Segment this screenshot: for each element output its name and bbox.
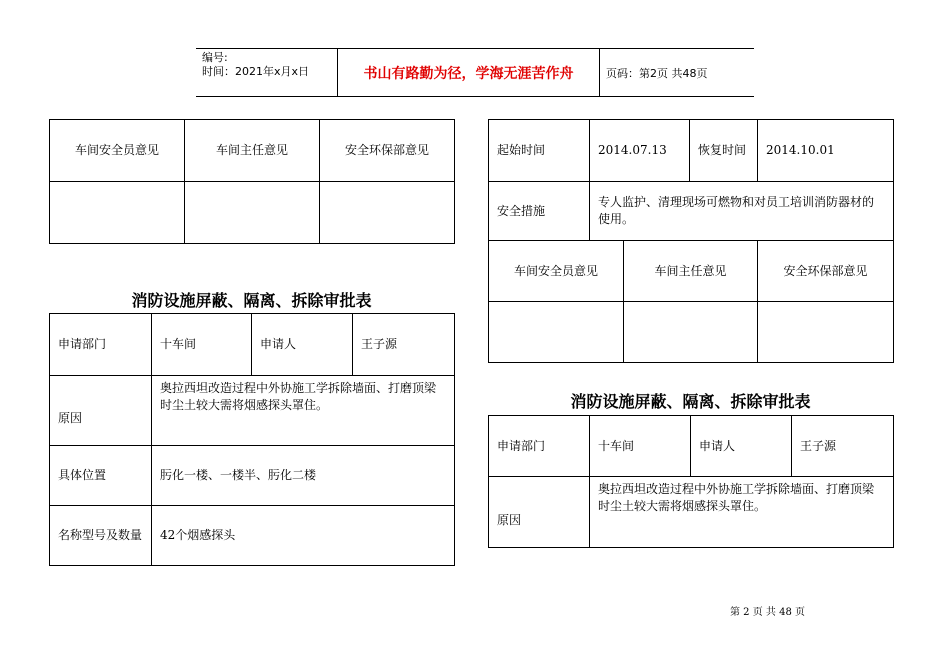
header-meta: [196, 49, 338, 96]
header-page-info: 页码：第2页 共48页: [606, 66, 708, 80]
time-label: 时间：2021年x月x日: [202, 65, 310, 78]
dept-value: 十车间: [152, 314, 252, 376]
location-label: 具体位置: [50, 446, 152, 506]
opinion-cell-safety-env-dept: [758, 302, 894, 363]
opinion-cell-workshop-director: [624, 302, 758, 363]
opinion-header-safety-officer: 车间安全员意见: [50, 120, 185, 182]
document-header: [196, 48, 754, 97]
opinion-header-safety-env-dept: 安全环保部意见: [320, 120, 455, 182]
reason-label: 原因: [489, 477, 590, 548]
reason-label: 原因: [50, 376, 152, 446]
restore-time-label: 恢复时间: [690, 120, 758, 182]
opinion-cell-workshop-director: [185, 182, 320, 244]
safety-measures-label: 安全措施: [489, 182, 590, 241]
restore-time-value: 2014.10.01: [758, 120, 894, 182]
opinion-header-safety-env-dept: 安全环保部意见: [758, 241, 894, 302]
left-approval-table: [49, 313, 455, 566]
dept-value: 十车间: [590, 416, 691, 477]
start-time-label: 起始时间: [489, 120, 590, 182]
dept-label: 申请部门: [50, 314, 152, 376]
opinion-cell-safety-env-dept: [320, 182, 455, 244]
right-form-title: 消防设施屏蔽、隔离、拆除审批表: [570, 392, 811, 411]
opinion-cell-safety-officer: [50, 182, 185, 244]
start-time-value: 2014.07.13: [590, 120, 690, 182]
left-form-title: 消防设施屏蔽、隔离、拆除审批表: [131, 291, 372, 310]
applicant-value: 王子源: [792, 416, 894, 477]
applicant-label: 申请人: [252, 314, 353, 376]
header-motto: 书山有路勤为径，学海无涯苦作舟: [338, 49, 600, 96]
opinion-cell-safety-officer: [489, 302, 624, 363]
reason-value: 奥拉西坦改造过程中外协施工学拆除墙面、打磨顶梁时尘土较大需将烟感探头罩住。: [152, 376, 455, 446]
location-value: 肟化一楼、一楼半、肟化二楼: [152, 446, 455, 506]
right-info-table: [488, 119, 894, 363]
applicant-value: 王子源: [353, 314, 455, 376]
applicant-label: 申请人: [691, 416, 792, 477]
opinion-header-workshop-director: 车间主任意见: [624, 241, 758, 302]
reason-value: 奥拉西坦改造过程中外协施工学拆除墙面、打磨顶梁时尘土较大需将烟感探头罩住。: [590, 477, 894, 548]
dept-label: 申请部门: [489, 416, 590, 477]
name-model-qty-value: 42个烟感探头: [152, 506, 455, 566]
number-label: 编号:: [202, 51, 228, 64]
opinion-header-workshop-director: 车间主任意见: [185, 120, 320, 182]
right-approval-table: [488, 415, 894, 548]
page-footer: 第 2 页 共 48 页: [730, 607, 805, 618]
opinion-header-safety-officer: 车间安全员意见: [489, 241, 624, 302]
safety-measures-value: 专人监护、清理现场可燃物和对员工培训消防器材的使用。: [590, 182, 894, 241]
name-model-qty-label: 名称型号及数量: [50, 506, 152, 566]
left-opinion-table: [49, 119, 455, 244]
